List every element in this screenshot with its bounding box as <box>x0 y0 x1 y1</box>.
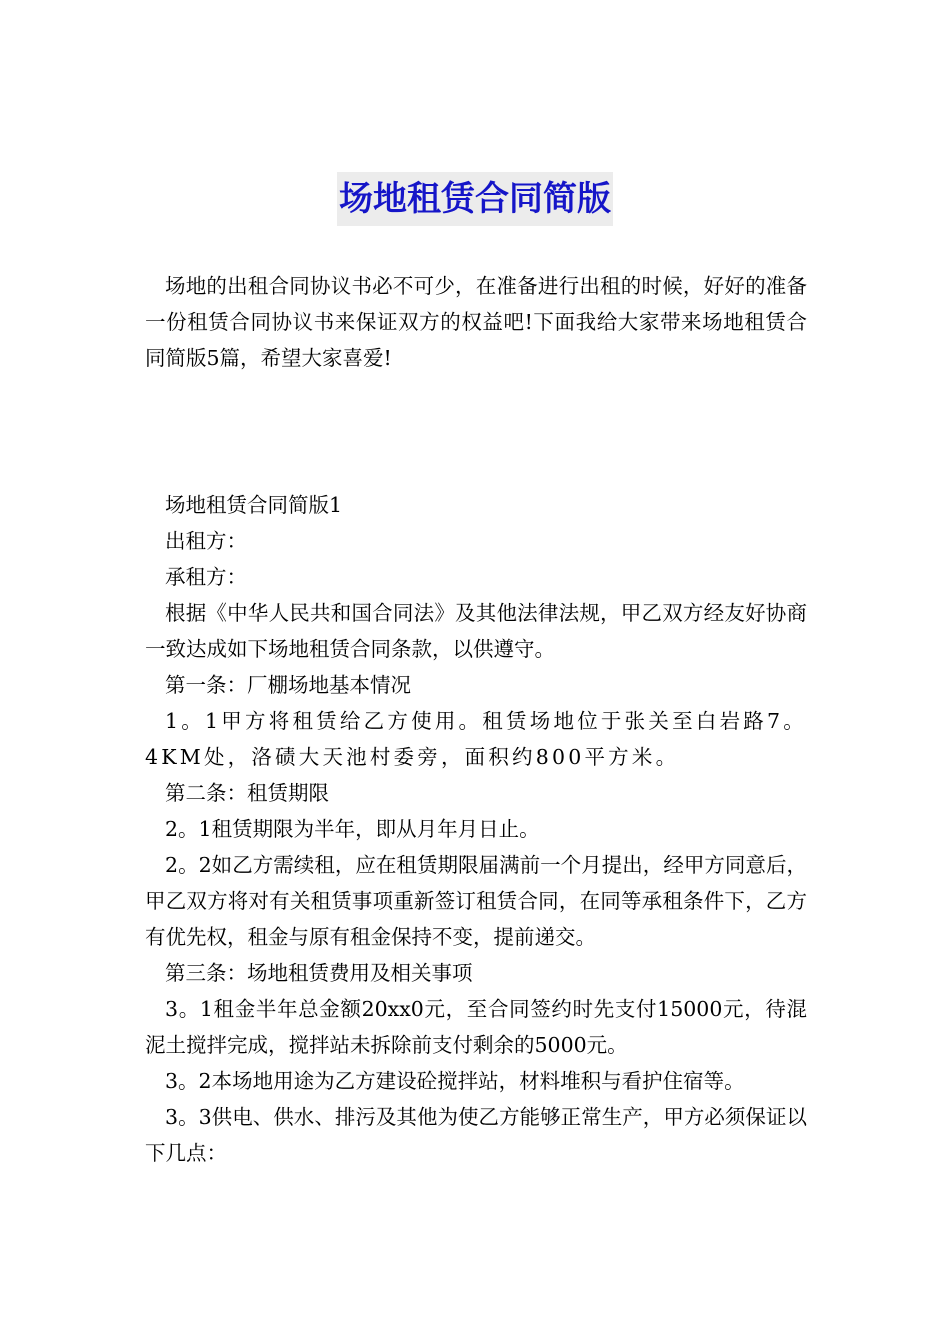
clause-3-1: 3。1租金半年总金额20xx0元，至合同签约时先支付15000元，待混泥土搅拌完成，搅拌站未拆除前支付剩余的5000元。 <box>145 997 807 1057</box>
clause-3-3: 3。3供电、供水、排污及其他为使乙方能够正常生产，甲方必须保证以下几点： <box>145 1105 807 1165</box>
clause-2-1: 2。1租赁期限为半年，即从月年月日止。 <box>165 817 540 841</box>
clause-1-1: 1。1甲方将租赁给乙方使用。租赁场地位于张关至白岩路7。4KM处，洛碛大天池村委旁，面积约800平方米。 <box>145 709 807 769</box>
document-title: 场地租赁合同简版 <box>337 172 613 226</box>
lessee-line: 承租方： <box>165 565 247 589</box>
title-area <box>0 172 950 226</box>
contract-body <box>145 487 807 1171</box>
intro-paragraph: 场地的出租合同协议书必不可少，在准备进行出租的时候，好好的准备一份租赁合同协议书来保证双方的权益吧!下面我给大家带来场地租赁合同简版5篇，希望大家喜爱! <box>145 274 807 370</box>
clause-3-2: 3。2本场地用途为乙方建设砼搅拌站，材料堆积与看护住宿等。 <box>165 1069 745 1093</box>
intro-block <box>145 268 807 376</box>
lessor-line: 出租方： <box>165 529 247 553</box>
preamble-paragraph: 根据《中华人民共和国合同法》及其他法律法规，甲乙双方经友好协商一致达成如下场地租赁合同条款，以供遵守。 <box>145 601 807 661</box>
article-2-heading: 第二条：租赁期限 <box>165 781 329 805</box>
article-3-heading: 第三条：场地租赁费用及相关事项 <box>165 961 473 985</box>
section-heading: 场地租赁合同简版1 <box>165 493 343 517</box>
article-1-heading: 第一条：厂棚场地基本情况 <box>165 673 411 697</box>
clause-2-2: 2。2如乙方需续租，应在租赁期限届满前一个月提出，经甲方同意后，甲乙双方将对有关租赁事项重新签订租赁合同，在同等承租条件下，乙方有优先权，租金与原有租金保持不变，提前递交。 <box>145 853 807 949</box>
